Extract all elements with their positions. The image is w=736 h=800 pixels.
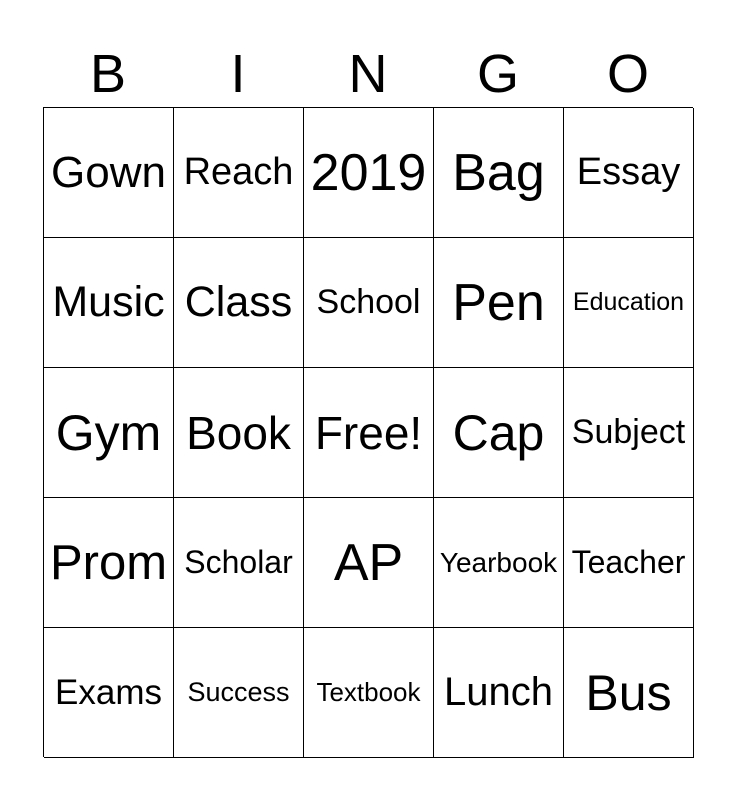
bingo-cell[interactable] <box>434 238 564 368</box>
header-letter-g: G <box>476 44 519 104</box>
cell-word: Education <box>572 288 685 316</box>
bingo-cell[interactable] <box>434 368 564 498</box>
cell-word: Book <box>186 406 291 459</box>
bingo-cell[interactable] <box>44 238 174 368</box>
cell-word: Gym <box>55 404 162 461</box>
cell-word: School <box>316 283 421 321</box>
cell-word: Bus <box>585 664 672 721</box>
cell-word: Music <box>52 278 165 326</box>
bingo-cell[interactable] <box>564 498 694 628</box>
cell-word: Cap <box>452 404 545 461</box>
bingo-cell[interactable] <box>434 628 564 758</box>
cell-word: Essay <box>576 151 681 193</box>
cell-word: Subject <box>571 413 686 451</box>
header-letter-i: I <box>230 44 246 104</box>
cell-word: Free! <box>314 406 423 459</box>
cell-word: Gown <box>51 147 166 197</box>
bingo-cell[interactable] <box>174 498 304 628</box>
bingo-cell[interactable] <box>304 108 434 238</box>
bingo-cell[interactable] <box>44 498 174 628</box>
bingo-cell[interactable] <box>564 238 694 368</box>
cell-word: Reach <box>183 151 294 193</box>
cell-word: 2019 <box>310 143 427 202</box>
header-letter-o: O <box>606 44 649 104</box>
cell-word: Yearbook <box>439 546 558 578</box>
header-letter-b: B <box>89 44 127 104</box>
cell-word: Textbook <box>316 677 421 707</box>
bingo-cell[interactable] <box>44 368 174 498</box>
cell-word: Lunch <box>444 670 553 714</box>
cell-word: Teacher <box>571 544 686 580</box>
bingo-cell[interactable] <box>434 498 564 628</box>
cell-word: Scholar <box>184 544 293 580</box>
bingo-cell[interactable] <box>304 498 434 628</box>
cell-word: Bag <box>452 143 545 202</box>
cell-word: Success <box>187 677 290 707</box>
cell-word: Class <box>184 278 293 326</box>
bingo-cell[interactable] <box>174 628 304 758</box>
bingo-board <box>43 107 693 757</box>
bingo-cell[interactable] <box>564 368 694 498</box>
bingo-cell[interactable] <box>44 628 174 758</box>
bingo-cell[interactable] <box>44 108 174 238</box>
cell-word: AP <box>333 533 404 592</box>
bingo-cell[interactable] <box>174 368 304 498</box>
bingo-cell[interactable] <box>174 238 304 368</box>
cell-word: Prom <box>49 535 168 590</box>
cell-word: Exams <box>55 672 162 712</box>
cell-word: Pen <box>452 273 545 332</box>
bingo-cell[interactable] <box>304 628 434 758</box>
bingo-cell[interactable] <box>304 238 434 368</box>
bingo-cell[interactable] <box>564 628 694 758</box>
bingo-cell[interactable] <box>304 368 434 498</box>
bingo-header <box>43 40 693 108</box>
header-letter-n: N <box>348 44 388 104</box>
bingo-cell[interactable] <box>434 108 564 238</box>
bingo-cell[interactable] <box>564 108 694 238</box>
bingo-cell[interactable] <box>174 108 304 238</box>
